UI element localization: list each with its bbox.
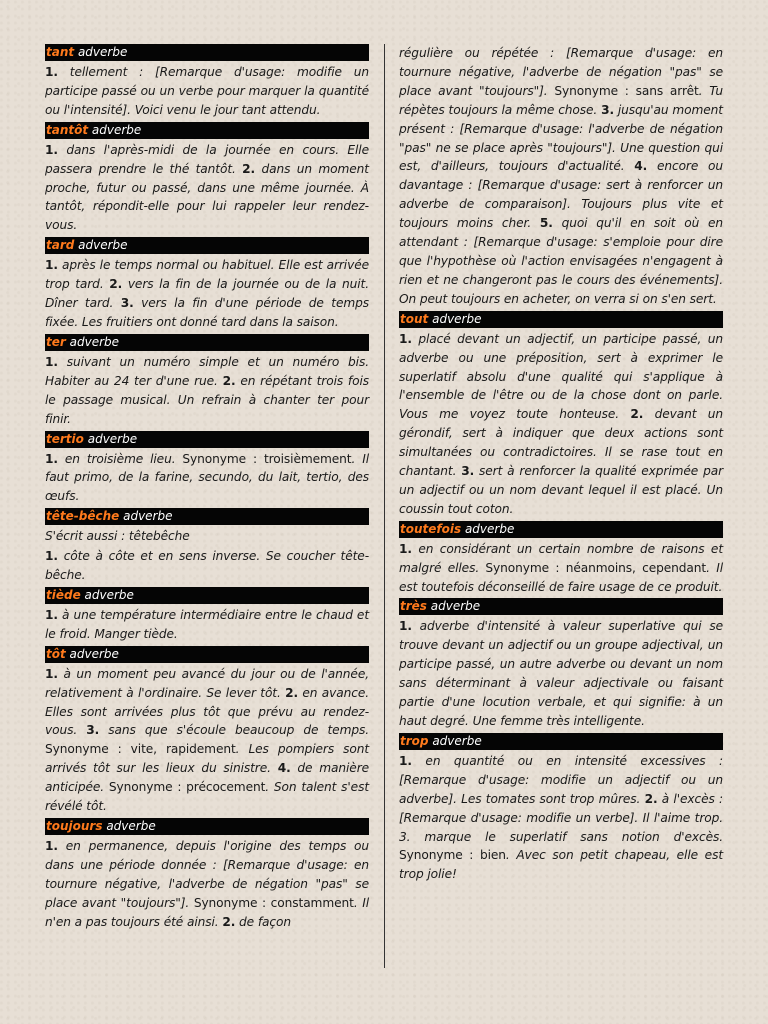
part-of-speech: adverbe [84, 587, 134, 602]
left-column [45, 42, 369, 933]
entry-toutefois [399, 521, 723, 597]
entry-header [399, 521, 723, 538]
part-of-speech: adverbe [432, 733, 482, 748]
entry-tete-beche [45, 508, 369, 585]
definition [45, 665, 369, 816]
headword: toutefois [400, 521, 462, 536]
entry-header [45, 646, 369, 663]
right-column [399, 44, 723, 885]
sense-number: 1. [45, 607, 58, 622]
sense-number: 1. [399, 541, 412, 556]
definition-text: à l'excès : [Remarque d'usage: modifie un verbe]. Il l'aime trop. 3. marque le superlatif sans notion d'excès. [399, 791, 724, 844]
sense-number: 1. [45, 65, 58, 79]
sense-number: 3. [601, 102, 614, 117]
synonym: Synonyme : précocement [108, 780, 266, 795]
definition [45, 606, 369, 644]
sense-number: 1. [399, 753, 412, 768]
definition-text: à un moment peu avancé du jour ou de l'année, relativement à l'ordinaire. Se lever tôt. [45, 666, 369, 700]
sense-number: 4. [277, 761, 291, 776]
sense-number: 1. [45, 666, 58, 681]
definition-text: en avance. Elles sont arrivées plus tôt que prévu au rendez-vous. [45, 685, 370, 738]
sense-number: 1. [45, 451, 58, 466]
sense-number: 1. [45, 839, 58, 853]
part-of-speech: adverbe [430, 599, 481, 614]
definition [399, 540, 723, 597]
headword: trop [400, 733, 429, 748]
definition-text: après le temps normal ou habituel. Elle est arrivée trop tard. [45, 258, 369, 292]
definition-text: à une température intermédiaire entre le chaud et le froid. Manger tiède. [45, 607, 369, 641]
headword: très [400, 599, 427, 614]
definition [45, 450, 369, 507]
definition-text: régulière ou répétée : [Remarque d'usage: en tournure négative, l'adverbe de négation "pas" se place avant "toujours"]. [399, 46, 723, 98]
entry-header [45, 122, 369, 139]
definition-text: dans l'après-midi de la journée en cours. Elle passera prendre le thé tantôt. [45, 142, 369, 176]
entry-header [399, 311, 723, 328]
part-of-speech: adverbe [77, 45, 128, 59]
definition-text: dans un moment proche, futur ou passé, dans une même journée. À tantôt, répondit-elle pour lui rappeler leur rendez-vous. [45, 161, 369, 233]
entry-header [45, 334, 369, 351]
definition-text: sert à renforcer la qualité exprimée par un adjectif ou un nom devant lequel il est placé. Un coussin tout coton. [399, 464, 723, 516]
headword: tôt [46, 646, 66, 661]
headword: tiède [46, 587, 81, 602]
entry-tot [45, 646, 369, 816]
sense-number: 2. [285, 685, 299, 700]
headword: toujours [46, 819, 103, 833]
definition-text: . Son talent s'est révélé tôt. [45, 780, 369, 814]
sense-number: 5. [539, 216, 553, 231]
entry-header [399, 733, 723, 750]
synonym: Synonyme : bien [399, 848, 506, 863]
definition-text: . Avec son petit chapeau, elle est trop jolie! [399, 848, 724, 882]
part-of-speech: adverbe [106, 819, 156, 833]
definition-text: vers la fin d'une période de temps fixée. Les fruitiers ont donné tard dans la saison. [45, 296, 369, 329]
sense-number: 1. [45, 142, 58, 157]
definition-text: en considérant un certain nombre de raisons et malgré elles. [399, 541, 723, 575]
entry-ter [45, 334, 369, 429]
definition-text: encore ou davantage : [Remarque d'usage: sert à renforcer un adverbe de comparaison]. Toujours plus vite et toujours moins cher. [399, 159, 723, 231]
part-of-speech: adverbe [464, 521, 515, 536]
definition-text: adverbe d'intensité à valeur superlative qui se trouve devant un adjectif ou un groupe adjectival, un participe passé, un autre adverbe ou devant un nom sans déterminant à valeur adjectivale ou faisant partie d'une locution verbale, et qui signifie: à un haut degré. Une femme très intelligente. [399, 619, 723, 728]
part-of-speech: adverbe [432, 311, 482, 326]
part-of-speech: adverbe [78, 238, 128, 253]
definition-text: devant un gérondif, sert à indiquer que deux actions sont simultanées ou contradictoires. Il se rase tout en chantant. [399, 407, 723, 479]
entry-tout [399, 311, 723, 519]
sense-number: 2. [242, 161, 256, 176]
headword: tête-bêche [46, 509, 120, 524]
definition-text: vers la fin de la journée ou de la nuit. Dîner tard. [45, 277, 369, 311]
definition-text: de façon [235, 914, 291, 929]
entry-tres [399, 598, 723, 730]
definition-text: en quantité ou en intensité excessives : [Remarque d'usage: modifie un adjectif ou un adverbe]. Les tomates sont trop mûres. [399, 753, 723, 806]
definition-text: . Tu répètes toujours la même chose. [399, 83, 723, 117]
entry-trop [399, 733, 723, 884]
definition-text: sans que s'écoule beaucoup de temps. [99, 723, 369, 738]
definition-text: jusqu'au moment présent : [Remarque d'usage: l'adverbe de négation "pas" ne se place après "toujours"]. Une question qui est, d'ailleurs, toujours d'actualité. [399, 102, 723, 174]
part-of-speech: adverbe [91, 122, 142, 137]
entry-header [45, 818, 369, 835]
entry-tiede [45, 587, 369, 644]
definition [45, 141, 369, 236]
definition [399, 330, 723, 519]
entry-tard [45, 237, 369, 332]
headword: tout [400, 311, 429, 326]
spelling-variant [45, 527, 369, 546]
sense-number: 1. [399, 619, 412, 634]
synonym: Synonyme : troisièmement [182, 451, 352, 466]
entry-tantot [45, 122, 369, 236]
sense-number: 3. [120, 296, 134, 311]
definition-text: . Il n'en a pas toujours été ainsi. [45, 895, 369, 929]
sense-number: 2. [630, 407, 644, 422]
definition-text: quoi qu'il en soit où en attendant : [Remarque d'usage: s'emploie pour dire que l'hypothèse où l'action envisagées n'engagent à rien et ne changeront pas le cours des événements]. On peut toujours en acheter, on verra si on s'en sert. [399, 216, 723, 306]
definition-text: en troisième lieu. [57, 451, 183, 466]
synonym: Synonyme : sans arrêt [554, 83, 699, 98]
entry-tant [45, 44, 369, 120]
sense-number: 1. [45, 549, 58, 564]
sense-number: 3. [86, 723, 100, 738]
definition-text: en permanence, depuis l'origine des temps ou dans une période donnée : [Remarque d'usage: en tournure négative, l'adverbe de négation "pas" se place avant "toujours"]. [45, 839, 369, 910]
definition-text: . Les pompiers sont arrivés tôt sur les lieux du sinistre. [45, 742, 369, 776]
entry-header [45, 237, 369, 254]
sense-number: 2. [644, 791, 658, 806]
definition-text: . Il est toutefois déconseillé de faire usage de ce produit. [399, 560, 723, 594]
entry-header [45, 587, 369, 604]
definition-text: tellement : [Remarque d'usage: modifie un participe passé ou un verbe pour marquer la quantité ou l'intensité]. Voici venu le jour tant attendu. [45, 65, 369, 117]
definition-text: côte à côte et en sens inverse. Se coucher tête-bêche. [45, 549, 369, 583]
synonym: Synonyme : néanmoins, cependant [485, 560, 707, 575]
synonym: Synonyme : constamment [193, 895, 354, 910]
sense-number: 3. [461, 464, 475, 479]
entry-header [45, 431, 369, 448]
synonym: Synonyme : vite, rapidement [45, 742, 236, 757]
sense-number: 2. [222, 373, 236, 388]
definition [45, 837, 369, 932]
sense-number: 1. [45, 354, 58, 369]
entry-header [45, 508, 369, 525]
headword: tant [46, 45, 75, 59]
part-of-speech: adverbe [69, 646, 119, 661]
definition [45, 63, 369, 120]
definition [45, 256, 369, 332]
definition-text: S'écrit aussi : têtebêche [45, 529, 190, 544]
sense-number: 1. [399, 331, 412, 346]
definition-text: placé devant un adjectif, un participe passé, un adverbe ou une préposition, sert à exprimer le superlatif absolu d'une qualité qui s'applique à l'ensemble de l'être ou de la chose dont on parle. Vous me voyez toute honteuse. [399, 331, 723, 422]
definition-text: en répétant trois fois le passage musical. Un refrain à chanter ter pour finir. [45, 373, 369, 426]
part-of-speech: adverbe [69, 334, 120, 349]
sense-number: 1. [45, 258, 58, 273]
definition-continued [399, 44, 723, 309]
sense-number: 2. [222, 914, 236, 929]
definition [399, 617, 723, 730]
definition [45, 547, 369, 585]
part-of-speech: adverbe [123, 509, 173, 524]
definition-text: de manière anticipée. [45, 761, 369, 795]
entry-header [45, 44, 369, 61]
definition-text: suivant un numéro simple et un numéro bis. Habiter au 24 ter d'une rue. [45, 354, 369, 388]
part-of-speech: adverbe [87, 431, 138, 446]
entry-toujours [45, 818, 369, 932]
headword: tantôt [46, 122, 89, 137]
definition-text: . Il faut primo, de la farine, secundo, du lait, tertio, des œufs. [45, 451, 369, 504]
sense-number: 2. [109, 277, 123, 292]
sense-number: 4. [634, 159, 648, 174]
entry-tertio [45, 431, 369, 507]
entry-header [399, 598, 723, 615]
definition [399, 752, 723, 884]
headword: tertio [46, 431, 84, 446]
column-divider [384, 44, 385, 968]
headword: tard [46, 238, 75, 253]
headword: ter [46, 334, 66, 349]
definition [45, 353, 369, 429]
